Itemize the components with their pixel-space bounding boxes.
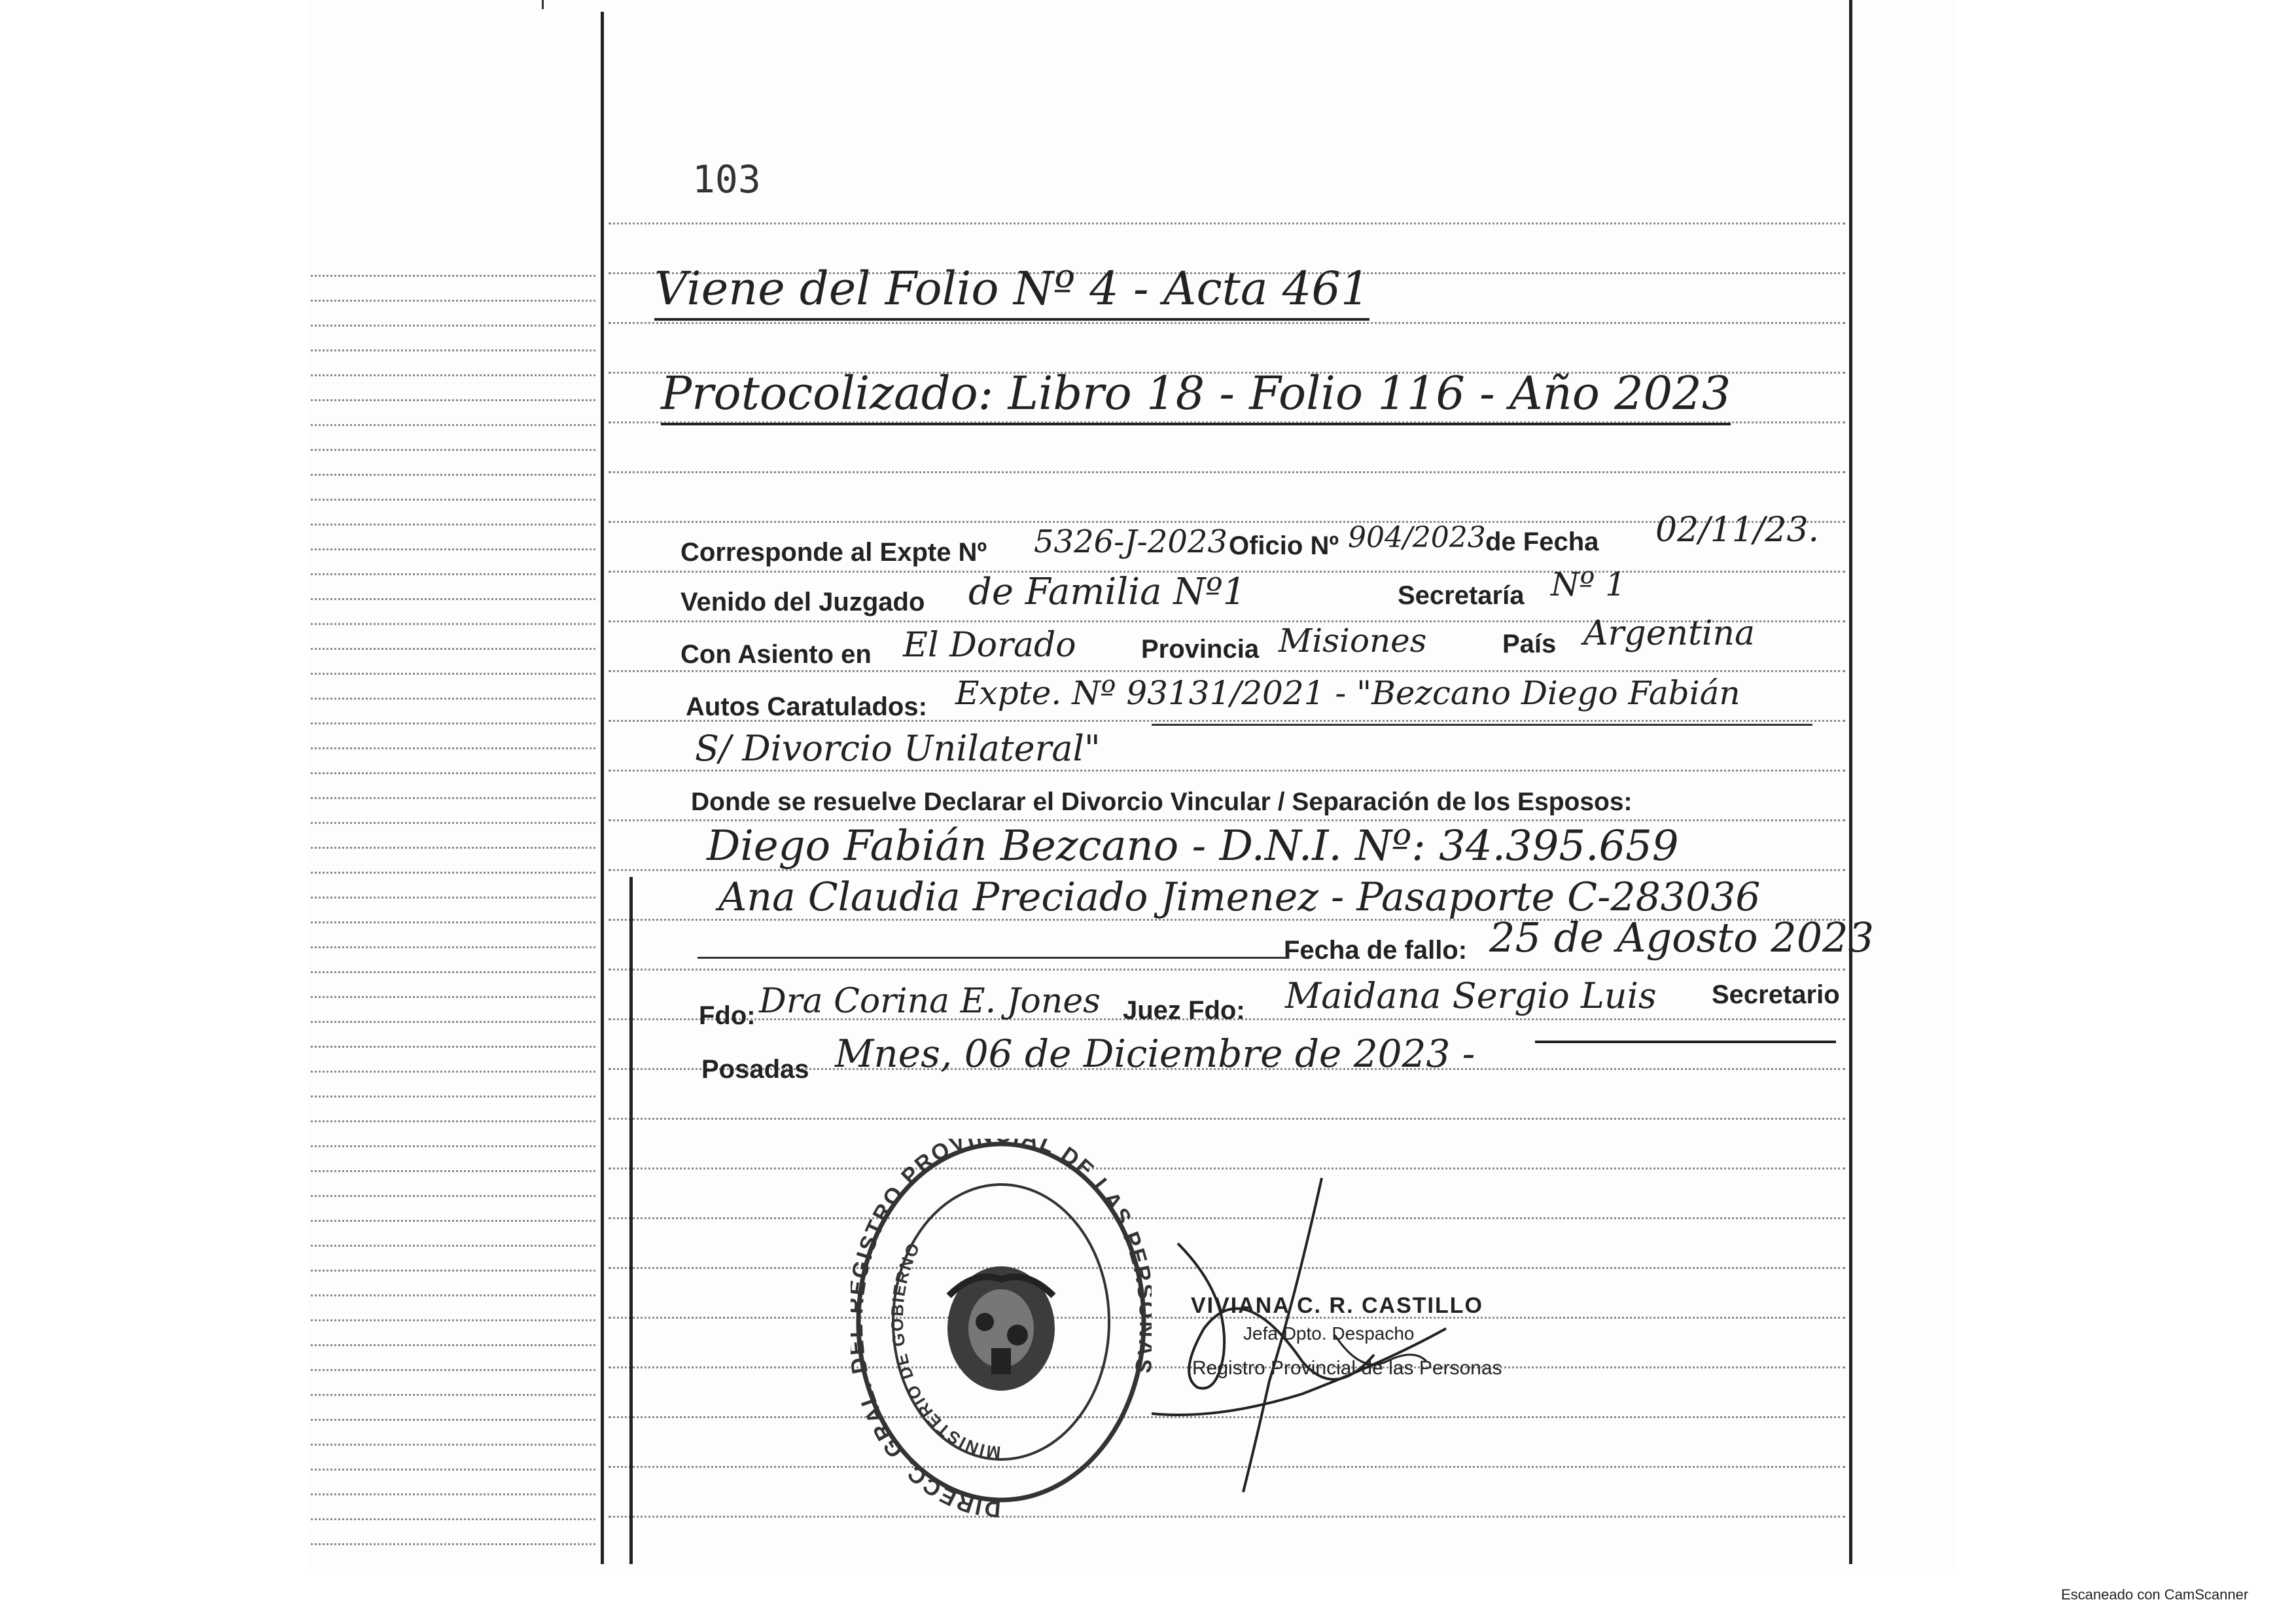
ruled-line <box>311 374 595 376</box>
ruled-line <box>311 1270 595 1272</box>
secretaria-label: Secretaría <box>1398 581 1525 610</box>
ruled-line <box>311 921 595 923</box>
signer-role: Jefa Dpto. Despacho <box>1243 1323 1415 1344</box>
right-margin-line <box>1849 0 1852 1564</box>
ruled-line <box>609 223 1845 224</box>
ruled-line <box>311 499 595 501</box>
ruled-line <box>311 1344 595 1346</box>
ruled-line <box>311 449 595 451</box>
asiento-label: Con Asiento en <box>680 640 872 669</box>
scanner-watermark: Escaneado con CamScanner <box>2061 1586 2249 1603</box>
center-margin-line <box>629 877 633 1564</box>
juzgado-label: Venido del Juzgado <box>680 588 925 616</box>
ruled-line <box>311 822 595 824</box>
fallo-label: Fecha de fallo: <box>1284 936 1468 965</box>
oficio-value: 904/2023 <box>1348 521 1486 554</box>
autos-value-line2: S/ Divorcio Unilateral" <box>695 728 1101 769</box>
spouse-1: Diego Fabián Bezcano - D.N.I. Nº: 34.395.659 <box>707 822 1679 870</box>
ruled-line <box>609 1118 1845 1120</box>
ruled-line <box>311 275 595 277</box>
fecha-value: 02/11/23. <box>1655 510 1820 550</box>
ruled-line <box>311 797 595 799</box>
ruled-line <box>311 747 595 749</box>
official-stamp <box>851 1139 1152 1531</box>
ruled-line <box>311 300 595 302</box>
fdo-label: Fdo: <box>699 1001 756 1030</box>
fecha-label: de Fecha <box>1485 527 1599 556</box>
autos-rule <box>1152 724 1812 726</box>
asiento-value: El Dorado <box>903 626 1076 665</box>
ruled-line <box>609 819 1845 821</box>
ruled-line <box>311 772 595 774</box>
ruled-line <box>311 1120 595 1122</box>
provincia-value: Misiones <box>1279 622 1427 660</box>
posadas-value: Mnes, 06 de Diciembre de 2023 - <box>835 1031 1475 1076</box>
stamp-inner-text: MINISTERIO DE GOBIERNO <box>887 1238 1002 1463</box>
ruled-line <box>311 623 595 625</box>
ruled-line <box>311 847 595 849</box>
ruled-line <box>311 573 595 575</box>
ruled-line <box>609 770 1845 772</box>
coat-of-arms-icon <box>947 1266 1055 1391</box>
spouse-2: Ana Claudia Preciado Jimenez - Pasaporte C-283036 <box>718 874 1761 920</box>
oficio-label: Oficio Nº <box>1229 531 1339 560</box>
ruled-line <box>311 524 595 526</box>
ruled-line <box>311 1021 595 1023</box>
ruled-line <box>311 1469 595 1471</box>
stamp-outer-text: DIRECC. GRAL. ISTRO PROVI AL DE LAS PE <box>851 1139 1152 1522</box>
fallo-value: 25 de Agosto 2023 <box>1489 914 1875 961</box>
posadas-label: Posadas <box>701 1055 809 1084</box>
ruled-line <box>311 946 595 948</box>
fallo-rule <box>698 957 1286 959</box>
ruled-line <box>311 548 595 550</box>
juzgado-value: de Familia Nº1 <box>968 571 1246 613</box>
ruled-line <box>311 1493 595 1495</box>
ruled-line <box>311 722 595 724</box>
autos-label: Autos Caratulados: <box>686 692 927 721</box>
ruled-line <box>311 698 595 700</box>
juez-label: Juez Fdo: <box>1123 996 1245 1025</box>
pais-value: Argentina <box>1583 614 1755 653</box>
ruled-line <box>311 1419 595 1421</box>
ruled-line <box>311 1394 595 1396</box>
pais-label: País <box>1502 630 1557 658</box>
ruled-line <box>311 1046 595 1048</box>
fdo-value: Dra Corina E. Jones <box>759 982 1101 1021</box>
top-tick <box>542 0 544 9</box>
resuelve-label: Donde se resuelve Declarar el Divorcio Vincular / Separación de los Esposos: <box>691 788 1633 816</box>
expte-value: 5326-J-2023 <box>1034 524 1227 560</box>
signer-institution: Registro Provincial de las Personas <box>1192 1357 1502 1379</box>
ruled-line <box>311 673 595 675</box>
signer-name: VIVIANA C. R. CASTILLO <box>1191 1293 1483 1318</box>
posadas-tail-line <box>1535 1041 1836 1043</box>
ruled-line <box>311 1294 595 1296</box>
ruled-line <box>311 1170 595 1172</box>
ruled-line <box>609 1516 1845 1518</box>
ruled-line <box>311 1071 595 1073</box>
ruled-line <box>311 996 595 998</box>
provincia-label: Provincia <box>1141 635 1260 664</box>
ruled-line <box>311 1145 595 1147</box>
page-number: 103 <box>692 157 761 202</box>
juez-value: Maidana Sergio Luis <box>1285 975 1657 1016</box>
ruled-line <box>609 670 1845 672</box>
ruled-line <box>311 1245 595 1247</box>
ruled-line <box>311 872 595 874</box>
ruled-line <box>311 598 595 600</box>
ruled-line <box>311 1195 595 1197</box>
ruled-line <box>609 969 1845 971</box>
ruled-line <box>311 1543 595 1545</box>
left-margin-line <box>601 12 604 1564</box>
secretario-label: Secretario <box>1712 980 1840 1009</box>
ruled-line <box>311 1369 595 1371</box>
expte-label: Corresponde al Expte Nº <box>680 538 987 567</box>
ruled-line <box>311 349 595 351</box>
ruled-line <box>311 1096 595 1097</box>
ruled-line <box>311 325 595 327</box>
header-note-protocol: Protocolizado: Libro 18 - Folio 116 - Año 2023 <box>661 366 1731 425</box>
secretaria-value: Nº 1 <box>1551 565 1626 603</box>
header-note-folio: Viene del Folio Nº 4 - Acta 461 <box>654 262 1369 321</box>
ruled-line <box>311 399 595 401</box>
ruled-line <box>311 424 595 426</box>
ruled-line <box>311 474 595 476</box>
ruled-line <box>311 897 595 899</box>
autos-value-line1: Expte. Nº 93131/2021 - "Bezcano Diego Fabián <box>955 674 1740 712</box>
ruled-line <box>609 322 1845 324</box>
ruled-line <box>311 648 595 650</box>
ruled-line <box>311 1319 595 1321</box>
ruled-line <box>311 1518 595 1520</box>
ruled-line <box>311 1444 595 1446</box>
ruled-line <box>311 971 595 973</box>
ruled-line <box>609 471 1845 473</box>
ruled-line <box>311 1220 595 1222</box>
